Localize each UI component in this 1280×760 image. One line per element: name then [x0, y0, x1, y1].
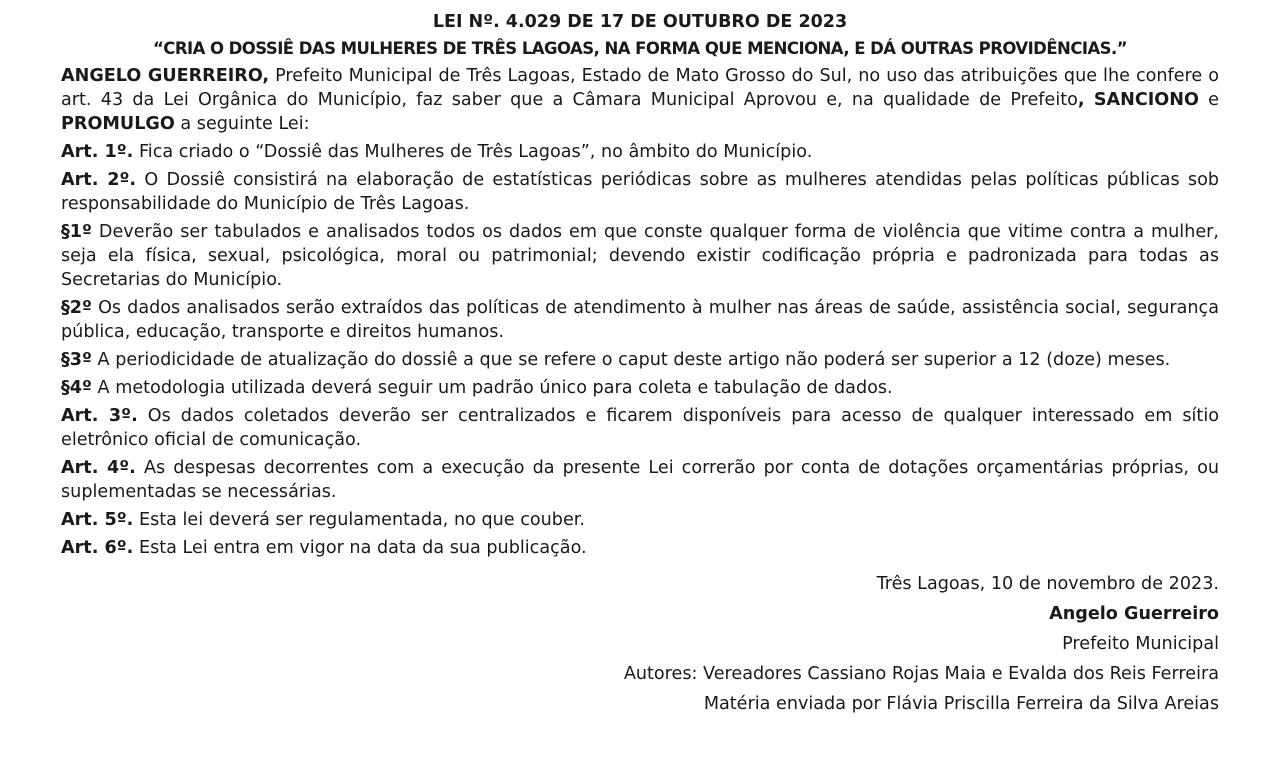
paragraph-3: [61, 348, 1219, 372]
article-label: §1º: [61, 222, 92, 242]
article-text: A metodologia utilizada deverá seguir um padrão único para coleta e tabulação de dados.: [91, 378, 893, 398]
article-label: Art. 6º.: [61, 538, 134, 558]
article-text: Os dados coletados deverão ser centralizados e ficarem disponíveis para acesso de qualquer interessado em sítio eletrônico oficial de comunicação.: [61, 406, 1219, 450]
article-text: Esta Lei entra em vigor na data da sua publicação.: [133, 538, 587, 558]
signature-role: Prefeito Municipal: [1062, 634, 1219, 654]
preamble-text: Prefeito Municipal de Três Lagoas, Estado de Mato Grosso do Sul, no uso das atribuições que lhe confere o art. 43 da Lei Orgânica do Município, faz saber que a Câmara Municipal Aprovou e, na qualidade de Prefeito: [61, 66, 1220, 110]
article-label: Art. 4º.: [61, 458, 136, 478]
article-label: Art. 5º.: [61, 510, 134, 530]
article-text: Os dados analisados serão extraídos das políticas de atendimento à mulher nas áreas de saúde, assistência social, segurança pública, educação, transporte e direitos humanos.: [61, 298, 1219, 342]
paragraph-2: [61, 296, 1219, 344]
preamble-sanciono: SANCIONO: [1093, 90, 1199, 110]
preamble-paragraph: [61, 64, 1219, 136]
signature-name: Angelo Guerreiro: [1049, 604, 1219, 624]
article-label: §3º: [61, 350, 92, 370]
paragraph-4: [61, 376, 1219, 400]
article-label: Art. 1º.: [61, 142, 134, 162]
article-text: A periodicidade de atualização do dossiê a que se refere o caput deste artigo não poderá ser superior a 12 (doze) meses.: [91, 350, 1171, 370]
article-3: [61, 404, 1219, 452]
preamble-and: e: [1198, 90, 1219, 110]
preamble-author: ANGELO GUERREIRO,: [61, 66, 270, 86]
article-5: [61, 508, 1219, 532]
preamble-comma: ,: [1077, 90, 1085, 110]
law-ementa: “CRIA O DOSSIÊ DAS MULHERES DE TRÊS LAGOAS, NA FORMA QUE MENCIONA, E DÁ OUTRAS PROVIDÊNCIAS.”: [152, 39, 1128, 58]
signature-sent-by: Matéria enviada por Flávia Priscilla Ferreira da Silva Areias: [703, 694, 1219, 714]
preamble-promulgo: PROMULGO: [61, 114, 175, 134]
preamble-closing: a seguinte Lei:: [174, 114, 310, 134]
article-text: Esta lei deverá ser regulamentada, no que couber.: [133, 510, 585, 530]
article-6: [61, 536, 1219, 560]
article-text: O Dossiê consistirá na elaboração de estatísticas periódicas sobre as mulheres atendidas pelas políticas públicas sob responsabilidade do Município de Três Lagoas.: [61, 170, 1219, 214]
article-4: [61, 456, 1219, 504]
article-text: Deverão ser tabulados e analisados todos os dados em que conste qualquer forma de violência que vitime contra a mulher, seja ela física, sexual, psicológica, moral ou patrimonial; devendo existir codificação própria e padronizada para todas as Secretarias do Município.: [61, 222, 1219, 290]
article-1: [61, 140, 1219, 164]
article-2: [61, 168, 1219, 216]
article-label: §2º: [61, 298, 92, 318]
law-title: LEI Nº. 4.029 DE 17 DE OUTUBRO DE 2023: [432, 12, 848, 32]
signature-authors: Autores: Vereadores Cassiano Rojas Maia e Evalda dos Reis Ferreira: [623, 664, 1219, 684]
article-label: §4º: [61, 378, 92, 398]
article-text: As despesas decorrentes com a execução da presente Lei correrão por conta de dotações orçamentárias próprias, ou suplementadas se necessárias.: [61, 458, 1219, 502]
article-label: Art. 3º.: [61, 406, 138, 426]
law-document: [61, 10, 1219, 722]
article-text: Fica criado o “Dossiê das Mulheres de Três Lagoas”, no âmbito do Município.: [133, 142, 813, 162]
article-label: Art. 2º.: [61, 170, 137, 190]
signature-place-date: Três Lagoas, 10 de novembro de 2023.: [876, 574, 1219, 594]
paragraph-1: [61, 220, 1219, 292]
